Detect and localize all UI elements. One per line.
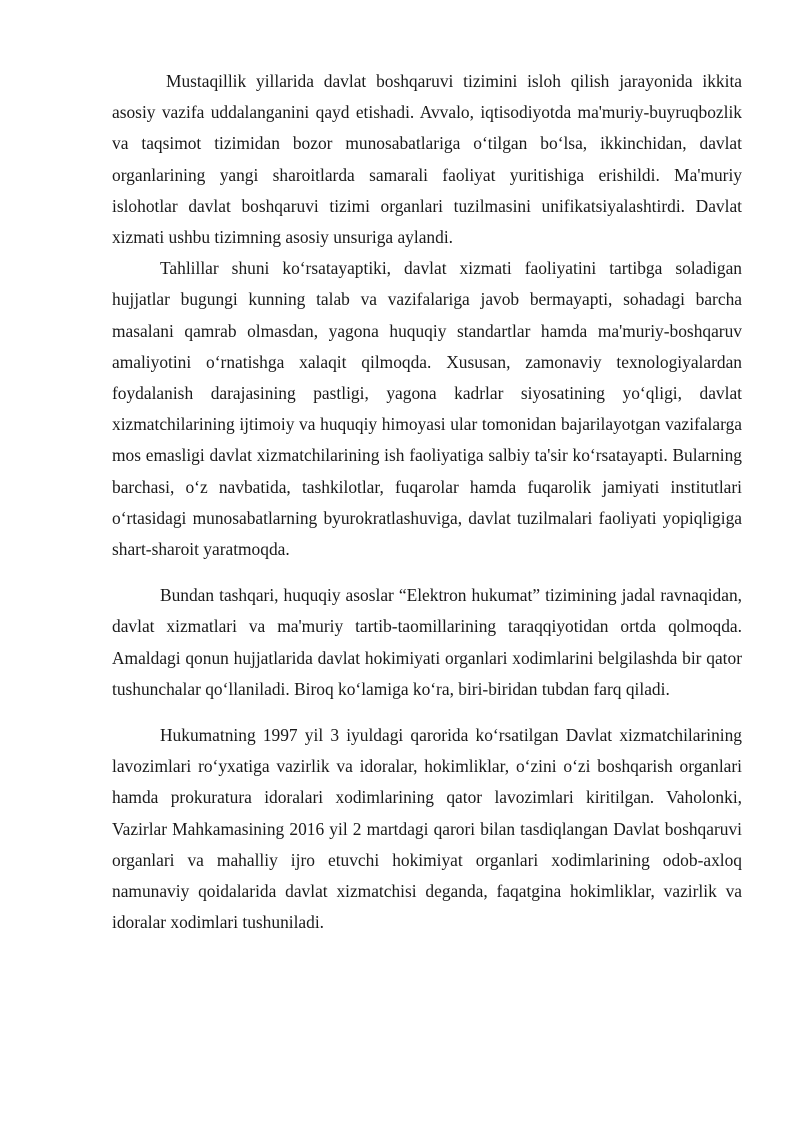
document-page [112, 66, 742, 938]
paragraph-2: Tahlillar shuni ko‘rsatayaptiki, davlat xizmati faoliyatini tartibga soladigan hujjatlar bugungi kunning talab va vazifalariga javob bermayapti, sohadagi barcha masalani qamrab olmasdan, yagona huquqiy standartlar hamda ma'muriy-boshqaruv amaliyotini o‘rnatishga xalaqit qilmoqda. Xususan, zamonaviy texnologiyalardan foydalanish darajasining pastligi, yagona kadrlar siyosatining yo‘qligi, davlat xizmatchilarining ijtimoiy va huquqiy himoyasi ular tomonidan bajarilayotgan vazifalarga mos emasligi davlat xizmatchilarining ish faoliyatiga salbiy ta'sir ko‘rsatayapti. Bularning barchasi, o‘z navbatida, tashkilotlar, fuqarolar hamda fuqarolik jamiyati institutlari o‘rtasidagi munosabatlarning byurokratlashuviga, davlat tuzilmalari faoliyati yopiqligiga shart-sharoit yaratmoqda. [112, 258, 742, 560]
paragraph-1: Mustaqillik yillarida davlat boshqaruvi tizimini isloh qilish jarayonida ikkita asosiy vazifa uddalanganini qayd etishadi. Avvalo, iqtisodiyotda ma'muriy-buyruqbozlik va taqsimot tizimidan bozor munosabatlariga o‘tilgan bo‘lsa, ikkinchidan, davlat organlarining yangi sharoitlarda samarali faoliyat yuritishiga erishildi. Ma'muriy islohotlar davlat boshqaruvi tizimi organlari tuzilmasini unifikatsiyalashtirdi. Davlat xizmati ushbu tizimning asosiy unsuriga aylandi. [112, 71, 742, 248]
paragraph-4: Hukumatning 1997 yil 3 iyuldagi qarorida ko‘rsatilgan Davlat xizmatchilarining lavozimlari ro‘yxatiga vazirlik va idoralar, hokimliklar, o‘zini o‘zi boshqarish organlari hamda prokuratura idoralari xodimlarining qator lavozimlari kiritilgan. Vaholonki, Vazirlar Mahkamasining 2016 yil 2 martdagi qarori bilan tasdiqlangan Davlat boshqaruvi organlari va mahalliy ijro etuvchi hokimiyat organlari xodimlarining odob-axloq namunaviy qoidalarida davlat xizmatchisi deganda, faqatgina hokimliklar, vazirlik va idoralar xodimlari tushuniladi. [112, 725, 742, 933]
paragraph-3: Bundan tashqari, huquqiy asoslar “Elektron hukumat” tizimining jadal ravnaqidan, davlat xizmatlari va ma'muriy tartib-taomillarining taraqqiyotidan ortda qolmoqda. Amaldagi qonun hujjatlarida davlat hokimiyati organlari xodimlarini belgilashda bir qator tushunchalar qo‘llaniladi. Biroq ko‘lamiga ko‘ra, biri-biridan tubdan farq qiladi. [112, 585, 742, 699]
